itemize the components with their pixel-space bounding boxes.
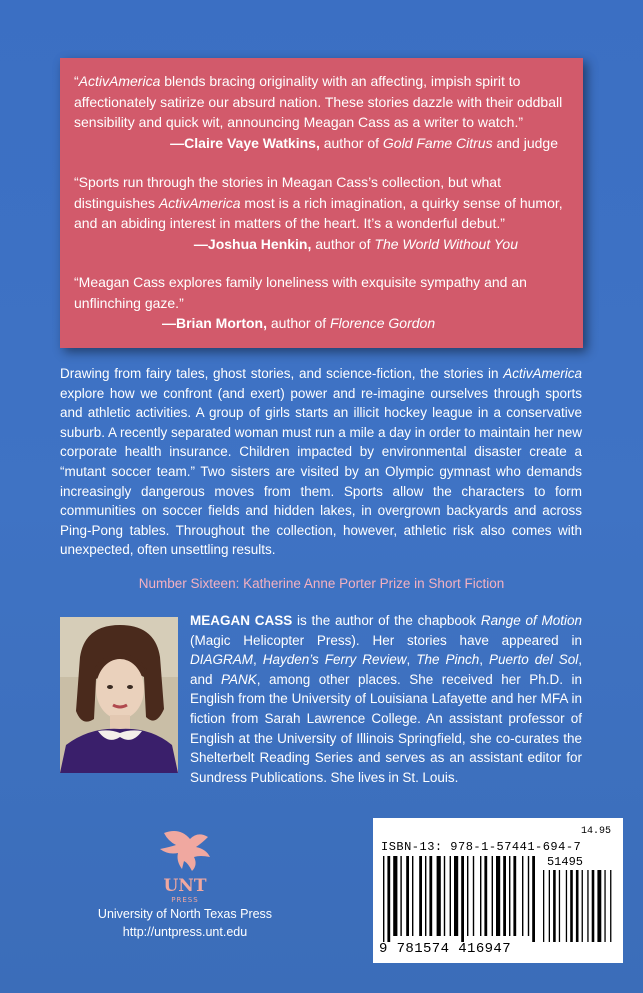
book-description: Drawing from fairy tales, ghost stories, and science-fiction, the stories in ActivAmerica explore how we confront (and exert) power and re-imagine ourselves through sports and athletic activities. A group of girls starts an illicit hockey league in a conservative suburb. A recently separated woman must run a mile a day in order to maintain her new corporate health insurance. Children impacted by environmental disaster create a “mutant soccer team.” Two sisters are visited by an Olympic gymnast who demands increasingly dangerous moves from them. Sports allow the characters to form communities on soccer fields and hidden lakes, in overgrown backyards and across Ping-Pong tables. Throughout the collection, however, athletic risk also comes with unexpected, often unsettling results. — [60, 366, 582, 558]
unt-press-logo — [150, 825, 220, 905]
author-bio: MEAGAN CASS is the author of the chapbook Range of Motion (Magic Helicopter Press). Her stories have appeared in DIAGRAM, Hayden’s Ferry Review, The Pinch, Puerto del Sol, and PANK, among other places. She received her Ph.D. in English from the University of Louisiana Lafayette and her MFA in fiction from Sarah Lawrence College. An assistant professor of English at the University of Illinois Springfield, she co-curates the Shelterbelt Reading Series and serves as an assistant editor for Sundress Publications. She lives in St. Louis. — [190, 613, 583, 785]
svg-text:UNT: UNT — [163, 876, 207, 896]
quote-text: “Sports run through the stories in Meagan Cass’s collection, but what distinguishes ActivAmerica most is a rich imagination, a quirky sense of humor, and an abiding interest in matters of the heart. It’s a wonderful debut.” — [74, 174, 563, 231]
quote-text: “Meagan Cass explores family loneliness with exquisite sympathy and an unflinching gaze.” — [74, 274, 527, 311]
barcode-addon: 51495 — [546, 855, 583, 869]
blurb-quote — [74, 272, 570, 334]
blurb-quote — [74, 71, 570, 153]
quote-text: “ActivAmerica blends bracing originality with an affecting, impish spirit to affectionately satirize our absurd nation. These stories dazzle with their oddball sensibility and quick wit, announcing Meagan Cass as a writer to watch.” — [74, 73, 563, 130]
quote-attribution: —Brian Morton, author of Florence Gordon — [162, 315, 436, 331]
blurb-quote — [74, 172, 570, 254]
series-prize-line: Number Sixteen: Katherine Anne Porter Prize in Short Fiction — [138, 576, 505, 591]
quote-author: Brian Morton, — [176, 315, 267, 331]
quote-work: The World Without You — [374, 235, 518, 252]
quote-attribution: —Claire Vaye Watkins, author of Gold Fame Citrus and judge — [170, 134, 558, 151]
publisher-url: http://untpress.unt.edu — [122, 925, 248, 939]
quote-author: Joshua Henkin, — [207, 235, 312, 252]
svg-text:PRESS: PRESS — [171, 896, 199, 904]
quote-author: Claire Vaye Watkins, — [184, 134, 320, 151]
blurb-box — [60, 58, 583, 348]
barcode-digits: 9 781574 416947 — [379, 941, 512, 957]
barcode-isbn: ISBN-13: 978-1-57441-694-7 — [381, 840, 582, 854]
barcode-price: 14.95 — [580, 826, 611, 837]
isbn-barcode — [373, 818, 623, 963]
publisher-name: University of North Texas Press — [97, 907, 273, 921]
quote-work: Florence Gordon — [330, 315, 436, 331]
quote-work: Gold Fame Citrus — [382, 134, 493, 151]
publisher-info — [60, 905, 310, 941]
quote-attribution: —Joshua Henkin, author of The World Without You — [193, 235, 518, 252]
